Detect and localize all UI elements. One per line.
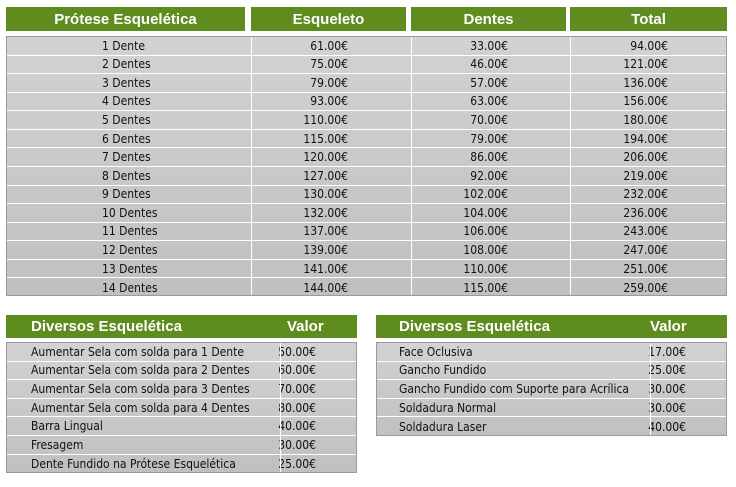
item-value: 30.00€ — [278, 437, 316, 452]
column-divider — [251, 37, 252, 295]
dentes-value: 46.00€ — [470, 57, 508, 72]
column-divider — [650, 343, 651, 435]
dentes-value: 79.00€ — [470, 131, 508, 146]
header-label: Esqueleto — [292, 10, 365, 28]
row-label: 1 Dente — [102, 38, 145, 53]
dentes-value: 104.00€ — [463, 205, 508, 220]
column-divider — [411, 37, 412, 295]
list-item — [7, 436, 356, 455]
table-row — [7, 74, 726, 93]
dentes-value: 115.00€ — [463, 280, 508, 295]
dentes-value: 108.00€ — [463, 243, 508, 258]
header-diversos-left — [6, 315, 357, 338]
list-item — [377, 343, 726, 362]
item-value: 25.00€ — [278, 456, 316, 471]
row-label: 12 Dentes — [102, 243, 158, 258]
esqueleto-value: 144.00€ — [303, 280, 348, 295]
list-item — [7, 343, 356, 362]
item-value: 60.00€ — [278, 363, 316, 378]
total-value: 251.00€ — [623, 261, 668, 276]
total-value: 180.00€ — [623, 113, 668, 128]
item-label: Gancho Fundido — [399, 363, 487, 378]
esqueleto-value: 120.00€ — [303, 150, 348, 165]
item-label: Soldadura Laser — [399, 419, 487, 434]
item-label: Aumentar Sela com solda para 3 Dentes — [31, 381, 250, 396]
total-value: 243.00€ — [623, 224, 668, 239]
item-value: 80.00€ — [278, 400, 316, 415]
row-label: 7 Dentes — [102, 150, 151, 165]
table-row — [7, 130, 726, 149]
header-esqueleto — [251, 7, 406, 31]
table-row — [7, 186, 726, 205]
header-protese-esqueletica — [6, 7, 245, 31]
table-row — [7, 260, 726, 279]
list-item — [7, 380, 356, 399]
row-label: 13 Dentes — [102, 261, 158, 276]
esqueleto-value: 141.00€ — [303, 261, 348, 276]
dentes-value: 63.00€ — [470, 94, 508, 109]
esqueleto-value: 130.00€ — [303, 187, 348, 202]
esqueleto-value: 137.00€ — [303, 224, 348, 239]
row-label: 6 Dentes — [102, 131, 151, 146]
row-label: 5 Dentes — [102, 113, 151, 128]
header-dentes — [411, 7, 566, 31]
dentes-value: 33.00€ — [470, 38, 508, 53]
table-row — [7, 56, 726, 75]
item-label: Dente Fundido na Prótese Esquelética — [31, 456, 236, 471]
item-value: 25.00€ — [648, 363, 686, 378]
esqueleto-value: 110.00€ — [303, 113, 348, 128]
total-value: 232.00€ — [623, 187, 668, 202]
esqueleto-value: 61.00€ — [310, 38, 348, 53]
row-label: 8 Dentes — [102, 168, 151, 183]
header-label: Dentes — [463, 10, 514, 28]
dentes-value: 110.00€ — [463, 261, 508, 276]
list-item — [377, 362, 726, 381]
item-label: Aumentar Sela com solda para 4 Dentes — [31, 400, 250, 415]
esqueleto-value: 75.00€ — [310, 57, 348, 72]
item-label: Fresagem — [31, 437, 84, 452]
item-label: Aumentar Sela com solda para 2 Dentes — [31, 363, 250, 378]
item-label: Face Oclusiva — [399, 344, 473, 359]
header-label-valor: Valor — [287, 318, 324, 335]
dentes-value: 70.00€ — [470, 113, 508, 128]
total-value: 236.00€ — [623, 205, 668, 220]
list-item — [7, 417, 356, 436]
diversos-right-body — [376, 342, 727, 436]
item-value: 30.00€ — [648, 381, 686, 396]
row-label: 10 Dentes — [102, 205, 158, 220]
esqueleto-value: 115.00€ — [303, 131, 348, 146]
item-label: Soldadura Normal — [399, 400, 497, 415]
main-table-body — [6, 36, 727, 296]
esqueleto-value: 79.00€ — [310, 75, 348, 90]
item-value: 40.00€ — [278, 419, 316, 434]
header-label-valor: Valor — [650, 318, 687, 335]
header-label: Diversos Esquelética — [399, 318, 550, 335]
item-value: 30.00€ — [648, 400, 686, 415]
total-value: 136.00€ — [623, 75, 668, 90]
item-value: 50.00€ — [278, 344, 316, 359]
table-row — [7, 241, 726, 260]
total-value: 259.00€ — [623, 280, 668, 295]
row-label: 3 Dentes — [102, 75, 151, 90]
list-item — [377, 399, 726, 418]
row-label: 11 Dentes — [102, 224, 158, 239]
row-label: 14 Dentes — [102, 280, 158, 295]
esqueleto-value: 127.00€ — [303, 168, 348, 183]
total-value: 156.00€ — [623, 94, 668, 109]
table-row — [7, 204, 726, 223]
table-row — [7, 148, 726, 167]
row-label: 2 Dentes — [102, 57, 151, 72]
item-label: Aumentar Sela com solda para 1 Dente — [31, 344, 245, 359]
table-row — [7, 111, 726, 130]
total-value: 121.00€ — [623, 57, 668, 72]
column-divider — [570, 37, 571, 295]
list-item — [7, 399, 356, 418]
table-row — [7, 223, 726, 242]
header-total — [570, 7, 727, 31]
esqueleto-value: 132.00€ — [303, 205, 348, 220]
row-label: 9 Dentes — [102, 187, 151, 202]
item-label: Barra Lingual — [31, 419, 103, 434]
item-value: 40.00€ — [648, 419, 686, 434]
table-row — [7, 278, 726, 297]
header-label: Prótese Esquelética — [54, 10, 197, 28]
dentes-value: 106.00€ — [463, 224, 508, 239]
esqueleto-value: 139.00€ — [303, 243, 348, 258]
table-row — [7, 37, 726, 56]
total-value: 219.00€ — [623, 168, 668, 183]
list-item — [7, 455, 356, 474]
header-label: Total — [631, 10, 666, 28]
dentes-value: 86.00€ — [470, 150, 508, 165]
dentes-value: 57.00€ — [470, 75, 508, 90]
column-divider — [280, 343, 281, 472]
diversos-left-body — [6, 342, 357, 473]
row-label: 4 Dentes — [102, 94, 151, 109]
total-value: 206.00€ — [623, 150, 668, 165]
table-row — [7, 93, 726, 112]
total-value: 94.00€ — [630, 38, 668, 53]
total-value: 194.00€ — [623, 131, 668, 146]
esqueleto-value: 93.00€ — [310, 94, 348, 109]
item-label: Gancho Fundido com Suporte para Acrílica — [399, 381, 630, 396]
total-value: 247.00€ — [623, 243, 668, 258]
dentes-value: 92.00€ — [470, 168, 508, 183]
item-value: 17.00€ — [648, 344, 686, 359]
list-item — [377, 417, 726, 436]
dentes-value: 102.00€ — [463, 187, 508, 202]
table-row — [7, 167, 726, 186]
list-item — [7, 362, 356, 381]
header-label: Diversos Esquelética — [31, 318, 182, 335]
list-item — [377, 380, 726, 399]
item-value: 70.00€ — [278, 381, 316, 396]
header-diversos-right — [376, 315, 727, 338]
